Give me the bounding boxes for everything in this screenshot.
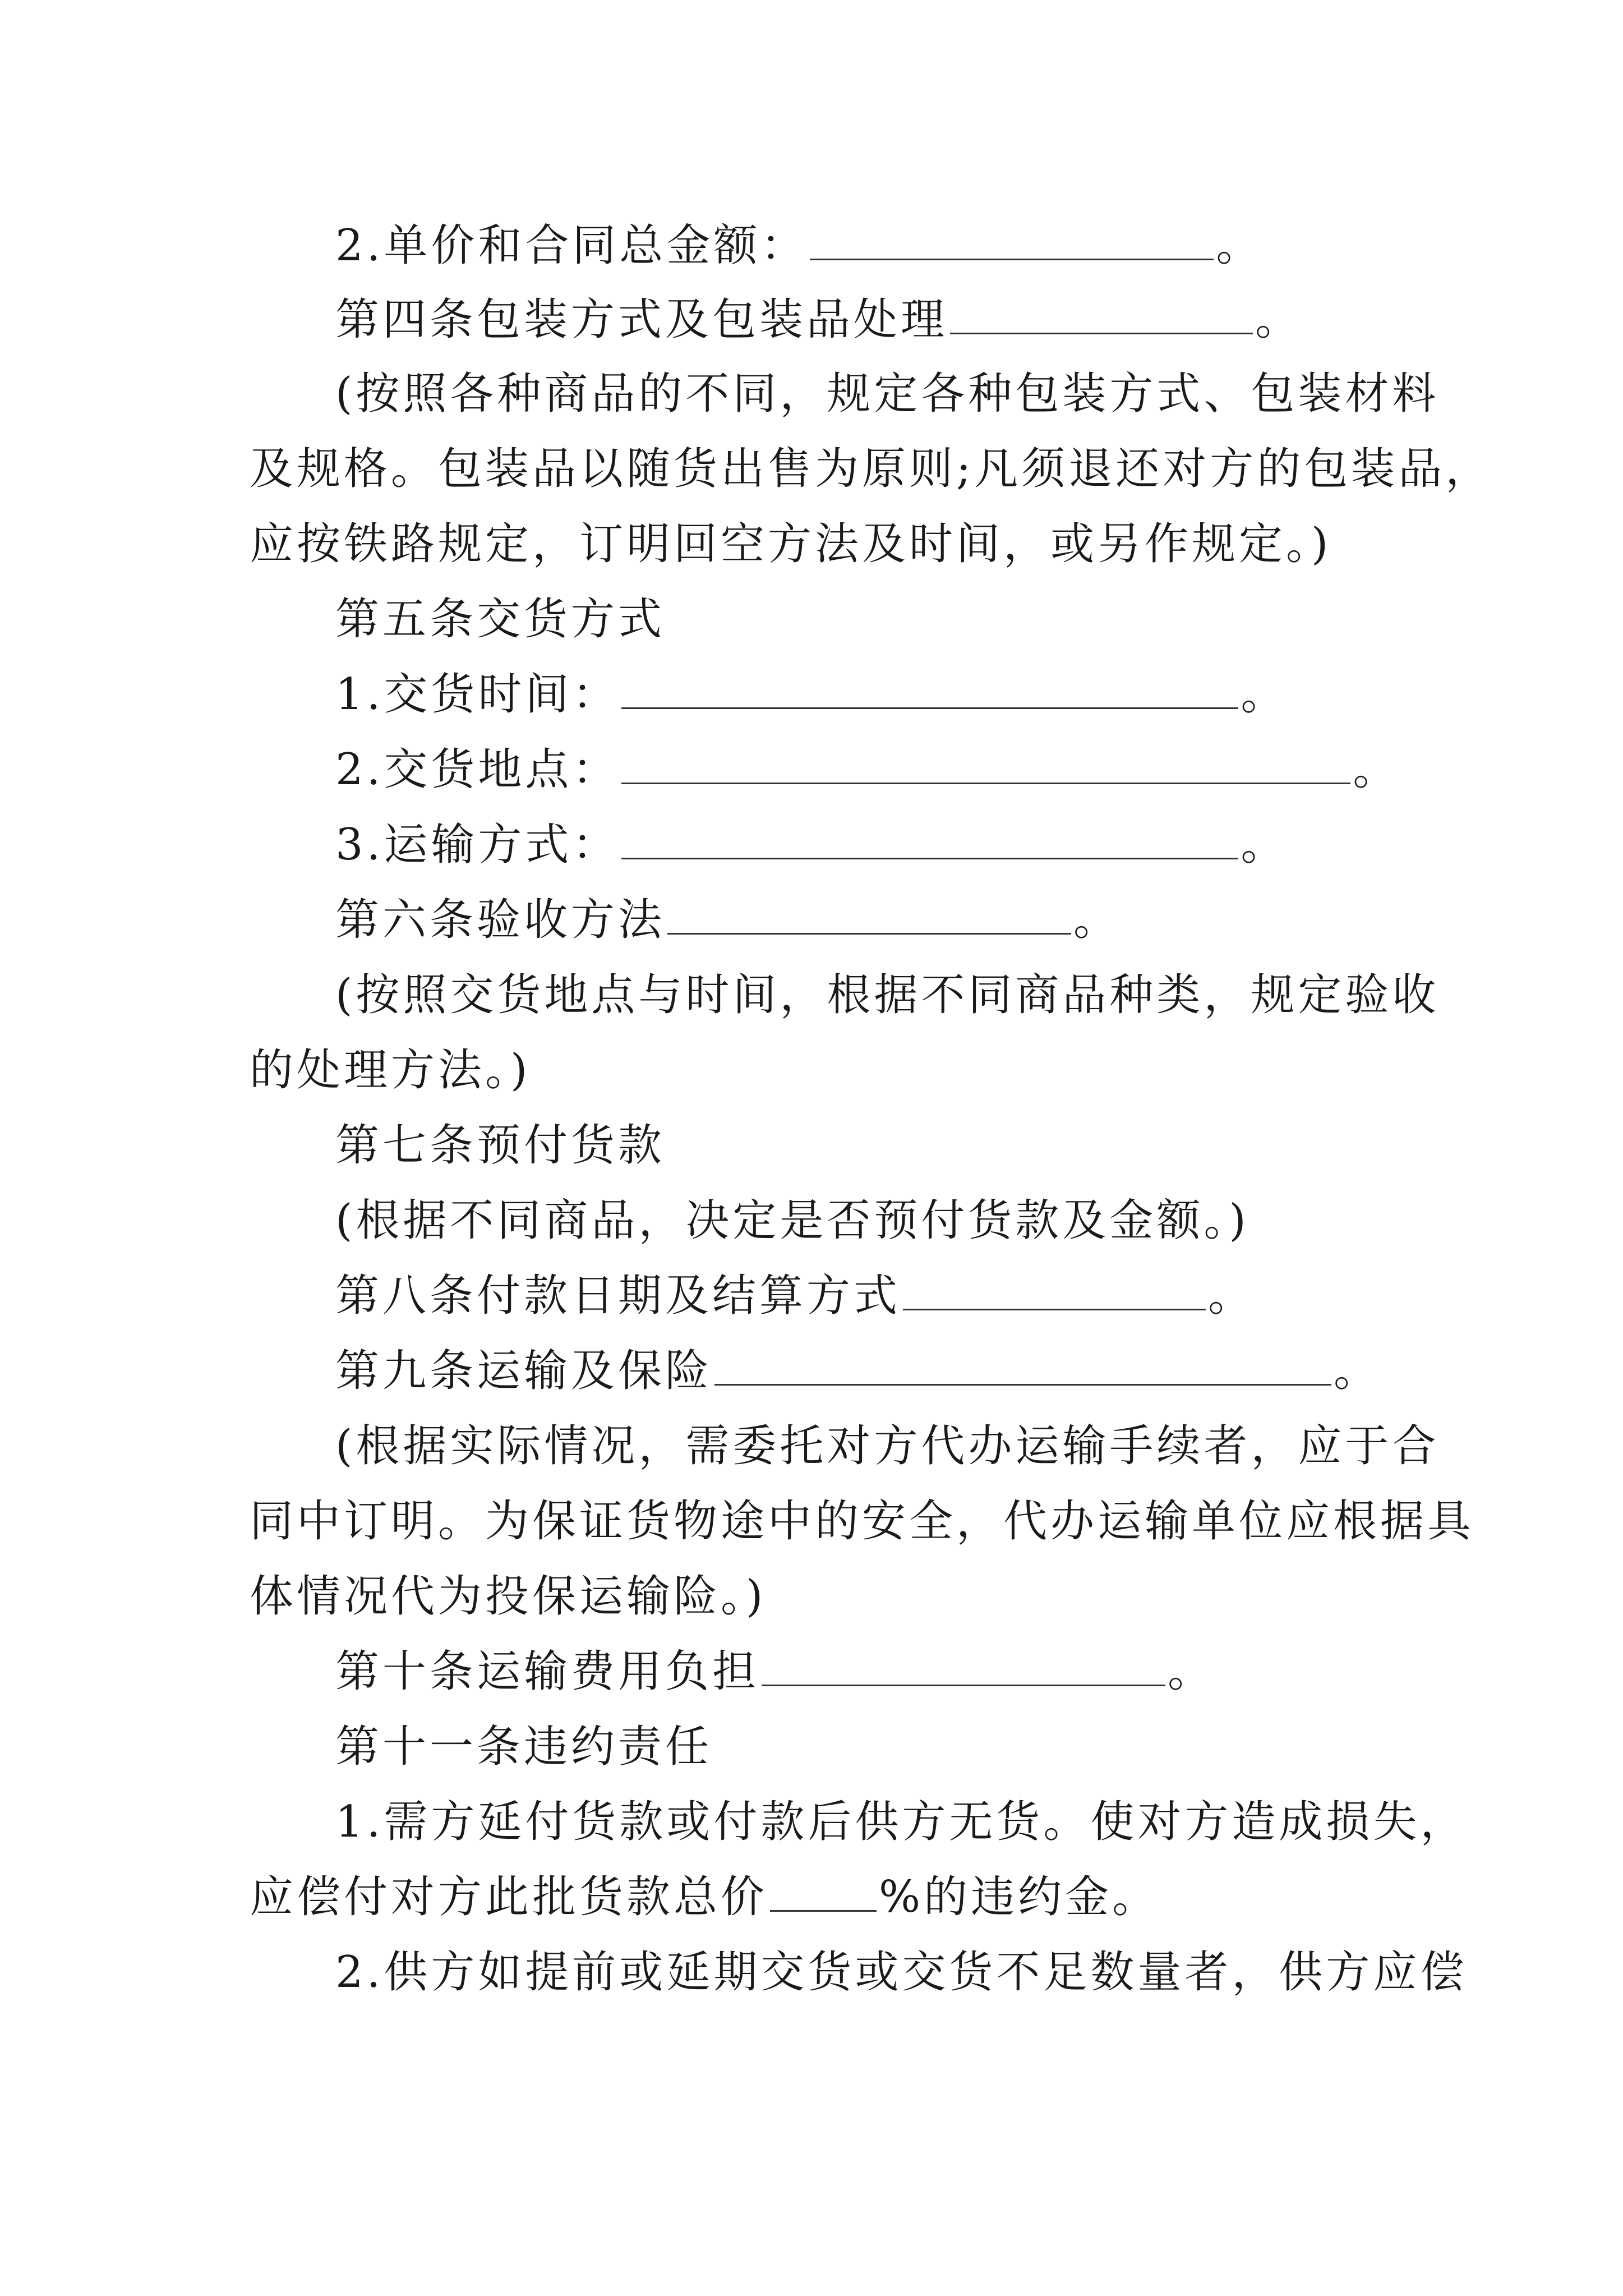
clause-label: 1.交货时间： — [335, 669, 620, 720]
clause-label: 第十条运输费用负担 — [335, 1646, 760, 1697]
fill-blank — [621, 746, 1350, 784]
clause-label: 应偿付对方此批货款总价 — [250, 1872, 768, 1922]
clause-packaging-title — [335, 292, 1302, 348]
clause-transport-insurance — [335, 1343, 1381, 1399]
clause-suffix: 。 — [1255, 295, 1303, 345]
insurance-note-line-1: (根据实际情况，需委托对方代办运输手续者，应于合 — [335, 1421, 1440, 1471]
clause-freight-cost — [335, 1644, 1215, 1700]
fill-blank — [621, 821, 1238, 859]
fill-blank — [770, 1873, 877, 1912]
clause-label: 第六条验收方法 — [335, 895, 666, 945]
clause-payment-date — [335, 1268, 1255, 1324]
insurance-note-line-3: 体情况代为投保运输险。) — [250, 1571, 767, 1622]
inspection-note-line-2: 的处理方法。) — [250, 1045, 531, 1096]
clause-suffix: 。 — [1208, 1271, 1256, 1321]
clause-label: 第九条运输及保险 — [335, 1346, 713, 1396]
packaging-note-line-3: 应按铁路规定，订明回空方法及时间，或另作规定。) — [250, 519, 1332, 569]
prepayment-note: (根据不同商品，决定是否预付货款及金额。) — [335, 1195, 1249, 1246]
fill-blank — [714, 1347, 1331, 1386]
clause-breach-title: 第十一条违约责任 — [335, 1722, 713, 1772]
clause-suffix: 。 — [1073, 895, 1121, 945]
fill-blank — [667, 896, 1071, 935]
fill-blank — [950, 296, 1253, 334]
clause-inspection-title — [335, 892, 1121, 948]
inspection-note-line-1: (按照交货地点与时间，根据不同商品种类，规定验收 — [335, 970, 1440, 1020]
clause-suffix: 。 — [1353, 744, 1400, 795]
clause-delivery-place — [335, 742, 1400, 798]
fill-blank — [810, 222, 1214, 260]
clause-transport-method — [335, 817, 1288, 873]
fill-blank — [903, 1272, 1206, 1310]
packaging-note-line-1: (按照各种商品的不同，规定各种包装方式、包装材料 — [335, 369, 1440, 419]
clause-delivery-time — [335, 666, 1288, 723]
clause-suffix: 。 — [1241, 669, 1288, 720]
breach-item-1-line-1: 1.需方延付货款或付款后供方无货。使对方造成损失， — [335, 1797, 1468, 1847]
fill-blank — [621, 670, 1238, 709]
clause-suffix: 。 — [1241, 820, 1288, 870]
insurance-note-line-2: 同中订明。为保证货物途中的安全，代办运输单位应根据具 — [250, 1496, 1475, 1547]
packaging-note-line-2: 及规格。包装品以随货出售为原则;凡须退还对方的包装品， — [250, 444, 1493, 494]
clause-suffix: %的违约金。 — [879, 1872, 1160, 1922]
clause-unit-price-total — [335, 218, 1263, 274]
clause-label: 2.单价和合同总金额： — [335, 220, 808, 271]
clause-suffix: 。 — [1216, 220, 1264, 271]
clause-label: 3.运输方式： — [335, 820, 620, 870]
breach-item-1-line-2 — [250, 1869, 1159, 1925]
clause-prepayment-title: 第七条预付货款 — [335, 1120, 666, 1171]
fill-blank — [762, 1648, 1165, 1686]
clause-suffix: 。 — [1334, 1346, 1381, 1396]
clause-suffix: 。 — [1168, 1646, 1215, 1697]
clause-label: 第四条包装方式及包装品处理 — [335, 295, 948, 345]
clause-label: 第八条付款日期及结算方式 — [335, 1271, 901, 1321]
breach-item-2-line-1: 2.供方如提前或延期交货或交货不足数量者，供方应偿 — [335, 1947, 1468, 1998]
clause-label: 2.交货地点： — [335, 744, 620, 795]
clause-delivery-title: 第五条交货方式 — [335, 594, 666, 645]
